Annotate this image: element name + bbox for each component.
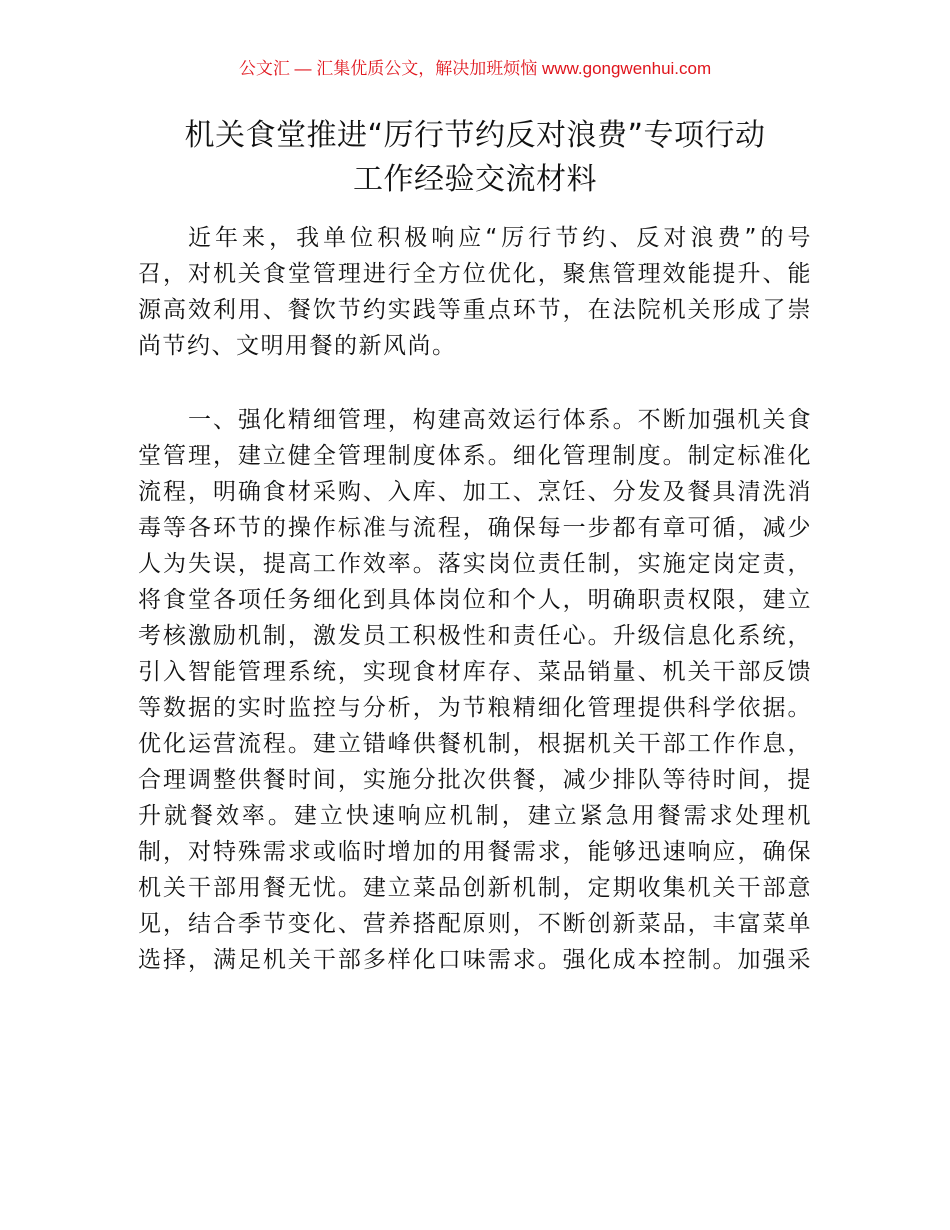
text-line: 考核激励机制，激发员工积极性和责任心。升级信息化系统， (138, 623, 812, 649)
text-line: 近年来，我单位积极响应“厉行节约、反对浪费”的号 (188, 225, 812, 251)
text-line: 升就餐效率。建立快速响应机制，建立紧急用餐需求处理机 (138, 803, 812, 829)
text-line: 制，对特殊需求或临时增加的用餐需求，能够迅速响应，确保 (138, 839, 812, 865)
text-line: 合理调整供餐时间，实施分批次供餐，减少排队等待时间，提 (138, 767, 812, 793)
text-line: 见，结合季节变化、营养搭配原则，不断创新菜品，丰富菜单 (138, 911, 812, 937)
document-body (138, 220, 812, 978)
text-line: 源高效利用、餐饮节约实践等重点环节，在法院机关形成了崇 (138, 297, 812, 323)
text-line: 毒等各环节的操作标准与流程，确保每一步都有章可循，减少 (138, 515, 812, 541)
title-line-2: 工作经验交流材料 (353, 162, 597, 197)
text-line: 人为失误，提高工作效率。落实岗位责任制，实施定岗定责， (138, 551, 812, 577)
text-line: 机关干部用餐无忧。建立菜品创新机制，定期收集机关干部意 (138, 875, 812, 901)
document-title (0, 114, 950, 202)
text-line: 选择，满足机关干部多样化口味需求。强化成本控制。加强采 (138, 947, 812, 973)
site-banner: 公文汇 — 汇集优质公文，解决加班烦恼 www.gongwenhui.com (238, 59, 712, 78)
text-line: 引入智能管理系统，实现食材库存、菜品销量、机关干部反馈 (138, 659, 812, 685)
text-line: 堂管理，建立健全管理制度体系。细化管理制度。制定标准化 (138, 443, 812, 469)
text-line: 等数据的实时监控与分析，为节粮精细化管理提供科学依据。 (138, 695, 812, 721)
text-line: 流程，明确食材采购、入库、加工、烹饪、分发及餐具清洗消 (138, 479, 812, 505)
paragraph-section-1 (138, 402, 812, 978)
text-line: 一、强化精细管理，构建高效运行体系。不断加强机关食 (188, 407, 812, 433)
paragraph-intro (138, 220, 812, 364)
text-line: 召，对机关食堂管理进行全方位优化，聚焦管理效能提升、能 (138, 261, 812, 287)
text-line: 优化运营流程。建立错峰供餐机制，根据机关干部工作作息， (138, 731, 812, 757)
text-line: 尚节约、文明用餐的新风尚。 (138, 333, 457, 359)
title-line-1: 机关食堂推进“厉行节约反对浪费”专项行动 (184, 118, 766, 153)
text-line: 将食堂各项任务细化到具体岗位和个人，明确职责权限，建立 (138, 587, 812, 613)
